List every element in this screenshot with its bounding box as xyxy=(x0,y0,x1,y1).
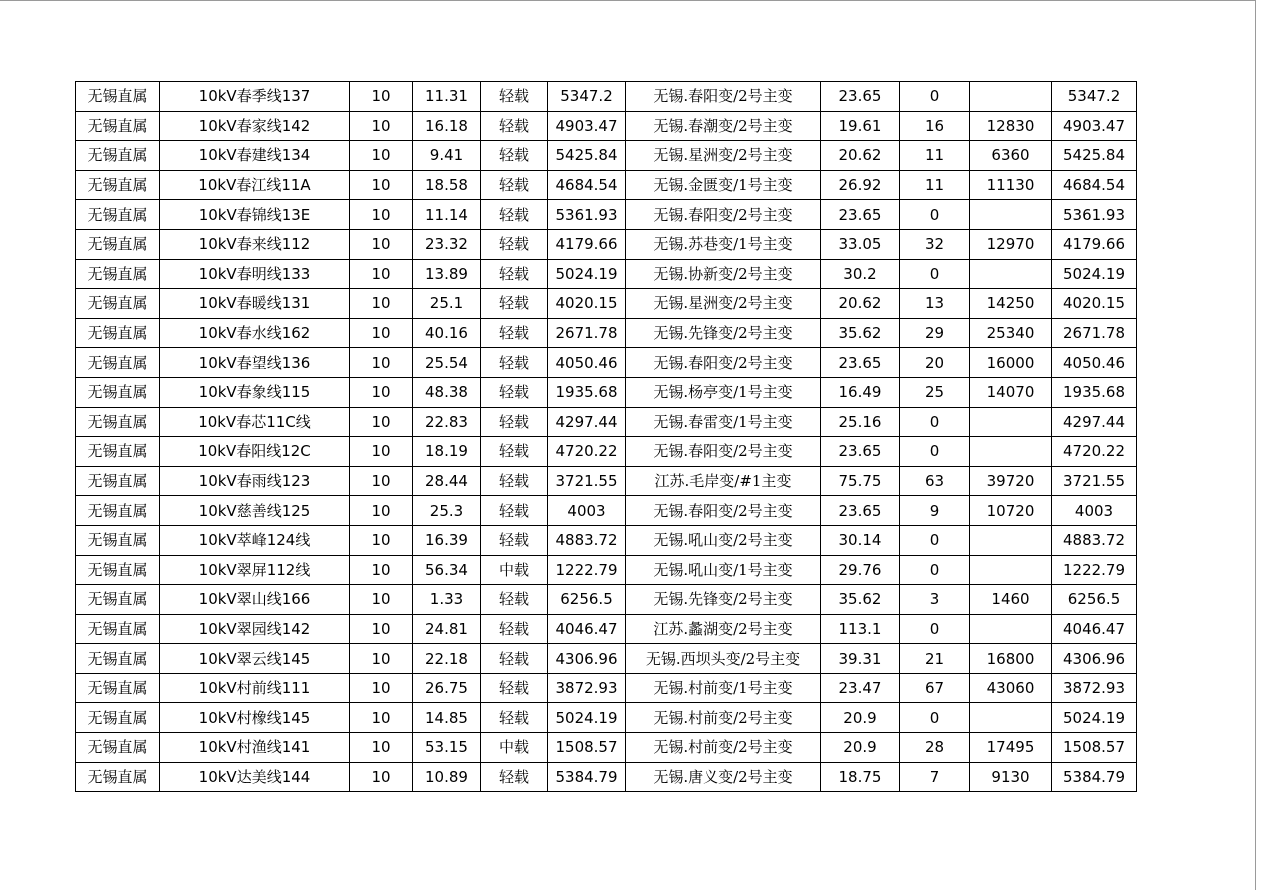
count-cell: 3 xyxy=(900,585,970,615)
available-capacity-cell: 4297.44 xyxy=(1052,407,1137,437)
table-row xyxy=(76,644,1137,674)
available-capacity-cell: 4883.72 xyxy=(1052,525,1137,555)
line-name-cell: 10kV翠山线166 xyxy=(160,585,350,615)
company-cell: 无锡直属 xyxy=(76,585,160,615)
line-name-cell: 10kV翠屏112线 xyxy=(160,555,350,585)
count-cell: 0 xyxy=(900,82,970,112)
load-status-cell: 轻载 xyxy=(481,229,548,259)
voltage-cell: 10 xyxy=(350,585,413,615)
voltage-cell: 10 xyxy=(350,200,413,230)
company-cell: 无锡直属 xyxy=(76,644,160,674)
table-row xyxy=(76,703,1137,733)
table-row xyxy=(76,170,1137,200)
transformer-cell: 无锡.春阳变/2号主变 xyxy=(626,200,821,230)
available-capacity-cell: 6256.5 xyxy=(1052,585,1137,615)
total-capacity-cell xyxy=(970,437,1052,467)
table-row xyxy=(76,496,1137,526)
company-cell: 无锡直属 xyxy=(76,614,160,644)
company-cell: 无锡直属 xyxy=(76,289,160,319)
available-capacity-cell: 3872.93 xyxy=(1052,673,1137,703)
load-status-cell: 轻载 xyxy=(481,111,548,141)
available-capacity-cell: 1935.68 xyxy=(1052,377,1137,407)
transformer-load-cell: 23.47 xyxy=(821,673,900,703)
line-name-cell: 10kV萃峰124线 xyxy=(160,525,350,555)
company-cell: 无锡直属 xyxy=(76,141,160,171)
transformer-cell: 无锡.春雷变/1号主变 xyxy=(626,407,821,437)
load-status-cell: 轻载 xyxy=(481,614,548,644)
table-row xyxy=(76,673,1137,703)
voltage-cell: 10 xyxy=(350,407,413,437)
load-status-cell: 轻载 xyxy=(481,377,548,407)
load-rate-cell: 24.81 xyxy=(413,614,481,644)
load-rate-cell: 48.38 xyxy=(413,377,481,407)
total-capacity-cell: 17495 xyxy=(970,733,1052,763)
available-capacity-cell: 2671.78 xyxy=(1052,318,1137,348)
available-capacity-cell: 1508.57 xyxy=(1052,733,1137,763)
voltage-cell: 10 xyxy=(350,673,413,703)
capacity-cell: 4720.22 xyxy=(548,437,626,467)
company-cell: 无锡直属 xyxy=(76,466,160,496)
data-table xyxy=(75,81,1137,792)
capacity-cell: 5425.84 xyxy=(548,141,626,171)
available-capacity-cell: 4179.66 xyxy=(1052,229,1137,259)
transformer-cell: 无锡.村前变/2号主变 xyxy=(626,733,821,763)
count-cell: 9 xyxy=(900,496,970,526)
capacity-cell: 5024.19 xyxy=(548,703,626,733)
company-cell: 无锡直属 xyxy=(76,555,160,585)
count-cell: 0 xyxy=(900,614,970,644)
table-row xyxy=(76,733,1137,763)
transformer-cell: 无锡.吼山变/2号主变 xyxy=(626,525,821,555)
transformer-cell: 无锡.村前变/1号主变 xyxy=(626,673,821,703)
transformer-load-cell: 23.65 xyxy=(821,348,900,378)
transformer-cell: 无锡.星洲变/2号主变 xyxy=(626,141,821,171)
total-capacity-cell: 1460 xyxy=(970,585,1052,615)
line-name-cell: 10kV春明线133 xyxy=(160,259,350,289)
count-cell: 0 xyxy=(900,555,970,585)
count-cell: 0 xyxy=(900,437,970,467)
transformer-load-cell: 35.62 xyxy=(821,318,900,348)
table-row xyxy=(76,82,1137,112)
company-cell: 无锡直属 xyxy=(76,437,160,467)
count-cell: 29 xyxy=(900,318,970,348)
load-rate-cell: 16.18 xyxy=(413,111,481,141)
load-rate-cell: 25.54 xyxy=(413,348,481,378)
table-row xyxy=(76,200,1137,230)
line-name-cell: 10kV春望线136 xyxy=(160,348,350,378)
transformer-load-cell: 113.1 xyxy=(821,614,900,644)
transformer-load-cell: 23.65 xyxy=(821,437,900,467)
table-row xyxy=(76,141,1137,171)
table-row xyxy=(76,377,1137,407)
count-cell: 28 xyxy=(900,733,970,763)
load-rate-cell: 26.75 xyxy=(413,673,481,703)
transformer-load-cell: 20.62 xyxy=(821,141,900,171)
voltage-cell: 10 xyxy=(350,229,413,259)
transformer-cell: 无锡.先锋变/2号主变 xyxy=(626,318,821,348)
load-rate-cell: 22.18 xyxy=(413,644,481,674)
transformer-load-cell: 18.75 xyxy=(821,762,900,792)
transformer-cell: 无锡.春阳变/2号主变 xyxy=(626,496,821,526)
capacity-cell: 4684.54 xyxy=(548,170,626,200)
total-capacity-cell xyxy=(970,555,1052,585)
line-name-cell: 10kV春锦线13E xyxy=(160,200,350,230)
load-status-cell: 轻载 xyxy=(481,703,548,733)
count-cell: 21 xyxy=(900,644,970,674)
line-name-cell: 10kV春水线162 xyxy=(160,318,350,348)
table-row xyxy=(76,348,1137,378)
voltage-cell: 10 xyxy=(350,318,413,348)
load-status-cell: 轻载 xyxy=(481,585,548,615)
transformer-cell: 无锡.杨亭变/1号主变 xyxy=(626,377,821,407)
transformer-cell: 无锡.先锋变/2号主变 xyxy=(626,585,821,615)
transformer-cell: 无锡.吼山变/1号主变 xyxy=(626,555,821,585)
count-cell: 11 xyxy=(900,170,970,200)
total-capacity-cell: 12830 xyxy=(970,111,1052,141)
count-cell: 67 xyxy=(900,673,970,703)
load-status-cell: 轻载 xyxy=(481,762,548,792)
load-rate-cell: 13.89 xyxy=(413,259,481,289)
transformer-cell: 无锡.春阳变/2号主变 xyxy=(626,437,821,467)
table-row xyxy=(76,259,1137,289)
transformer-cell: 无锡.西坝头变/2号主变 xyxy=(626,644,821,674)
total-capacity-cell: 43060 xyxy=(970,673,1052,703)
line-name-cell: 10kV春江线11A xyxy=(160,170,350,200)
transformer-load-cell: 23.65 xyxy=(821,200,900,230)
transformer-cell: 江苏.蠡湖变/2号主变 xyxy=(626,614,821,644)
transformer-load-cell: 23.65 xyxy=(821,496,900,526)
voltage-cell: 10 xyxy=(350,170,413,200)
transformer-load-cell: 26.92 xyxy=(821,170,900,200)
load-rate-cell: 25.3 xyxy=(413,496,481,526)
capacity-cell: 5024.19 xyxy=(548,259,626,289)
capacity-cell: 5384.79 xyxy=(548,762,626,792)
line-name-cell: 10kV慈善线125 xyxy=(160,496,350,526)
line-name-cell: 10kV春阳线12C xyxy=(160,437,350,467)
transformer-load-cell: 29.76 xyxy=(821,555,900,585)
voltage-cell: 10 xyxy=(350,733,413,763)
voltage-cell: 10 xyxy=(350,377,413,407)
capacity-cell: 3721.55 xyxy=(548,466,626,496)
line-name-cell: 10kV达美线144 xyxy=(160,762,350,792)
company-cell: 无锡直属 xyxy=(76,170,160,200)
line-name-cell: 10kV春家线142 xyxy=(160,111,350,141)
available-capacity-cell: 3721.55 xyxy=(1052,466,1137,496)
capacity-cell: 1508.57 xyxy=(548,733,626,763)
transformer-cell: 江苏.毛岸变/#1主变 xyxy=(626,466,821,496)
load-rate-cell: 56.34 xyxy=(413,555,481,585)
line-name-cell: 10kV春来线112 xyxy=(160,229,350,259)
company-cell: 无锡直属 xyxy=(76,229,160,259)
transformer-cell: 无锡.苏巷变/1号主变 xyxy=(626,229,821,259)
count-cell: 20 xyxy=(900,348,970,378)
capacity-cell: 2671.78 xyxy=(548,318,626,348)
available-capacity-cell: 5361.93 xyxy=(1052,200,1137,230)
load-status-cell: 轻载 xyxy=(481,437,548,467)
voltage-cell: 10 xyxy=(350,289,413,319)
transformer-load-cell: 25.16 xyxy=(821,407,900,437)
line-name-cell: 10kV翠园线142 xyxy=(160,614,350,644)
transformer-load-cell: 30.14 xyxy=(821,525,900,555)
transformer-load-cell: 20.9 xyxy=(821,703,900,733)
company-cell: 无锡直属 xyxy=(76,525,160,555)
count-cell: 0 xyxy=(900,259,970,289)
available-capacity-cell: 4684.54 xyxy=(1052,170,1137,200)
table-row xyxy=(76,555,1137,585)
load-rate-cell: 9.41 xyxy=(413,141,481,171)
total-capacity-cell: 9130 xyxy=(970,762,1052,792)
voltage-cell: 10 xyxy=(350,525,413,555)
load-status-cell: 轻载 xyxy=(481,673,548,703)
transformer-cell: 无锡.协新变/2号主变 xyxy=(626,259,821,289)
count-cell: 0 xyxy=(900,525,970,555)
voltage-cell: 10 xyxy=(350,762,413,792)
table-row xyxy=(76,614,1137,644)
capacity-cell: 4003 xyxy=(548,496,626,526)
load-status-cell: 轻载 xyxy=(481,318,548,348)
company-cell: 无锡直属 xyxy=(76,762,160,792)
load-rate-cell: 18.58 xyxy=(413,170,481,200)
transformer-cell: 无锡.春阳变/2号主变 xyxy=(626,348,821,378)
available-capacity-cell: 4003 xyxy=(1052,496,1137,526)
company-cell: 无锡直属 xyxy=(76,82,160,112)
company-cell: 无锡直属 xyxy=(76,377,160,407)
capacity-cell: 4883.72 xyxy=(548,525,626,555)
voltage-cell: 10 xyxy=(350,111,413,141)
voltage-cell: 10 xyxy=(350,348,413,378)
count-cell: 32 xyxy=(900,229,970,259)
capacity-cell: 4179.66 xyxy=(548,229,626,259)
table-row xyxy=(76,111,1137,141)
voltage-cell: 10 xyxy=(350,141,413,171)
table-row xyxy=(76,407,1137,437)
table-row xyxy=(76,318,1137,348)
line-name-cell: 10kV村前线111 xyxy=(160,673,350,703)
capacity-cell: 4903.47 xyxy=(548,111,626,141)
total-capacity-cell xyxy=(970,525,1052,555)
available-capacity-cell: 5425.84 xyxy=(1052,141,1137,171)
line-name-cell: 10kV春建线134 xyxy=(160,141,350,171)
transformer-load-cell: 30.2 xyxy=(821,259,900,289)
load-rate-cell: 22.83 xyxy=(413,407,481,437)
load-status-cell: 轻载 xyxy=(481,525,548,555)
transformer-load-cell: 20.9 xyxy=(821,733,900,763)
voltage-cell: 10 xyxy=(350,555,413,585)
load-status-cell: 中载 xyxy=(481,733,548,763)
capacity-cell: 6256.5 xyxy=(548,585,626,615)
capacity-cell: 4020.15 xyxy=(548,289,626,319)
total-capacity-cell: 14250 xyxy=(970,289,1052,319)
load-status-cell: 轻载 xyxy=(481,141,548,171)
load-rate-cell: 25.1 xyxy=(413,289,481,319)
capacity-cell: 4046.47 xyxy=(548,614,626,644)
available-capacity-cell: 4046.47 xyxy=(1052,614,1137,644)
count-cell: 63 xyxy=(900,466,970,496)
count-cell: 16 xyxy=(900,111,970,141)
total-capacity-cell xyxy=(970,407,1052,437)
count-cell: 0 xyxy=(900,200,970,230)
load-rate-cell: 28.44 xyxy=(413,466,481,496)
line-name-cell: 10kV春芯11C线 xyxy=(160,407,350,437)
count-cell: 11 xyxy=(900,141,970,171)
company-cell: 无锡直属 xyxy=(76,407,160,437)
line-name-cell: 10kV翠云线145 xyxy=(160,644,350,674)
load-status-cell: 轻载 xyxy=(481,496,548,526)
table-row xyxy=(76,437,1137,467)
voltage-cell: 10 xyxy=(350,82,413,112)
load-status-cell: 轻载 xyxy=(481,644,548,674)
total-capacity-cell xyxy=(970,259,1052,289)
capacity-cell: 4297.44 xyxy=(548,407,626,437)
company-cell: 无锡直属 xyxy=(76,318,160,348)
line-name-cell: 10kV春雨线123 xyxy=(160,466,350,496)
capacity-cell: 4306.96 xyxy=(548,644,626,674)
transformer-cell: 无锡.金匮变/1号主变 xyxy=(626,170,821,200)
load-rate-cell: 10.89 xyxy=(413,762,481,792)
load-rate-cell: 11.31 xyxy=(413,82,481,112)
load-status-cell: 轻载 xyxy=(481,82,548,112)
voltage-cell: 10 xyxy=(350,496,413,526)
transformer-cell: 无锡.星洲变/2号主变 xyxy=(626,289,821,319)
available-capacity-cell: 5384.79 xyxy=(1052,762,1137,792)
available-capacity-cell: 4306.96 xyxy=(1052,644,1137,674)
transformer-cell: 无锡.唐义变/2号主变 xyxy=(626,762,821,792)
company-cell: 无锡直属 xyxy=(76,111,160,141)
total-capacity-cell: 25340 xyxy=(970,318,1052,348)
load-status-cell: 轻载 xyxy=(481,259,548,289)
table-row xyxy=(76,466,1137,496)
company-cell: 无锡直属 xyxy=(76,673,160,703)
load-status-cell: 轻载 xyxy=(481,407,548,437)
load-rate-cell: 40.16 xyxy=(413,318,481,348)
available-capacity-cell: 5347.2 xyxy=(1052,82,1137,112)
load-rate-cell: 1.33 xyxy=(413,585,481,615)
transformer-load-cell: 16.49 xyxy=(821,377,900,407)
voltage-cell: 10 xyxy=(350,259,413,289)
voltage-cell: 10 xyxy=(350,644,413,674)
load-rate-cell: 23.32 xyxy=(413,229,481,259)
line-name-cell: 10kV村橡线145 xyxy=(160,703,350,733)
voltage-cell: 10 xyxy=(350,437,413,467)
load-status-cell: 轻载 xyxy=(481,170,548,200)
total-capacity-cell: 12970 xyxy=(970,229,1052,259)
table-row xyxy=(76,289,1137,319)
voltage-cell: 10 xyxy=(350,703,413,733)
transformer-load-cell: 39.31 xyxy=(821,644,900,674)
available-capacity-cell: 1222.79 xyxy=(1052,555,1137,585)
table-row xyxy=(76,525,1137,555)
transformer-cell: 无锡.春阳变/2号主变 xyxy=(626,82,821,112)
transformer-load-cell: 23.65 xyxy=(821,82,900,112)
load-rate-cell: 16.39 xyxy=(413,525,481,555)
total-capacity-cell: 6360 xyxy=(970,141,1052,171)
total-capacity-cell xyxy=(970,200,1052,230)
company-cell: 无锡直属 xyxy=(76,496,160,526)
count-cell: 13 xyxy=(900,289,970,319)
count-cell: 0 xyxy=(900,407,970,437)
capacity-cell: 4050.46 xyxy=(548,348,626,378)
available-capacity-cell: 4020.15 xyxy=(1052,289,1137,319)
available-capacity-cell: 4903.47 xyxy=(1052,111,1137,141)
table-row xyxy=(76,229,1137,259)
company-cell: 无锡直属 xyxy=(76,703,160,733)
load-status-cell: 轻载 xyxy=(481,289,548,319)
available-capacity-cell: 4050.46 xyxy=(1052,348,1137,378)
line-name-cell: 10kV春季线137 xyxy=(160,82,350,112)
total-capacity-cell: 16000 xyxy=(970,348,1052,378)
count-cell: 7 xyxy=(900,762,970,792)
total-capacity-cell xyxy=(970,614,1052,644)
load-rate-cell: 53.15 xyxy=(413,733,481,763)
company-cell: 无锡直属 xyxy=(76,259,160,289)
line-name-cell: 10kV村渔线141 xyxy=(160,733,350,763)
total-capacity-cell xyxy=(970,82,1052,112)
count-cell: 0 xyxy=(900,703,970,733)
transformer-load-cell: 35.62 xyxy=(821,585,900,615)
company-cell: 无锡直属 xyxy=(76,200,160,230)
load-rate-cell: 14.85 xyxy=(413,703,481,733)
available-capacity-cell: 5024.19 xyxy=(1052,259,1137,289)
total-capacity-cell: 16800 xyxy=(970,644,1052,674)
capacity-cell: 1935.68 xyxy=(548,377,626,407)
load-status-cell: 中载 xyxy=(481,555,548,585)
load-rate-cell: 11.14 xyxy=(413,200,481,230)
total-capacity-cell: 11130 xyxy=(970,170,1052,200)
capacity-cell: 5347.2 xyxy=(548,82,626,112)
capacity-cell: 5361.93 xyxy=(548,200,626,230)
line-name-cell: 10kV春象线115 xyxy=(160,377,350,407)
table-body xyxy=(76,82,1137,792)
transformer-load-cell: 20.62 xyxy=(821,289,900,319)
count-cell: 25 xyxy=(900,377,970,407)
company-cell: 无锡直属 xyxy=(76,733,160,763)
total-capacity-cell: 39720 xyxy=(970,466,1052,496)
available-capacity-cell: 4720.22 xyxy=(1052,437,1137,467)
capacity-cell: 1222.79 xyxy=(548,555,626,585)
load-rate-cell: 18.19 xyxy=(413,437,481,467)
company-cell: 无锡直属 xyxy=(76,348,160,378)
transformer-cell: 无锡.村前变/2号主变 xyxy=(626,703,821,733)
table-row xyxy=(76,585,1137,615)
total-capacity-cell: 10720 xyxy=(970,496,1052,526)
total-capacity-cell: 14070 xyxy=(970,377,1052,407)
load-status-cell: 轻载 xyxy=(481,348,548,378)
available-capacity-cell: 5024.19 xyxy=(1052,703,1137,733)
voltage-cell: 10 xyxy=(350,466,413,496)
total-capacity-cell xyxy=(970,703,1052,733)
voltage-cell: 10 xyxy=(350,614,413,644)
table-row xyxy=(76,762,1137,792)
transformer-cell: 无锡.春潮变/2号主变 xyxy=(626,111,821,141)
transformer-load-cell: 19.61 xyxy=(821,111,900,141)
transformer-load-cell: 33.05 xyxy=(821,229,900,259)
capacity-cell: 3872.93 xyxy=(548,673,626,703)
transformer-load-cell: 75.75 xyxy=(821,466,900,496)
load-status-cell: 轻载 xyxy=(481,200,548,230)
line-name-cell: 10kV春暖线131 xyxy=(160,289,350,319)
load-status-cell: 轻载 xyxy=(481,466,548,496)
